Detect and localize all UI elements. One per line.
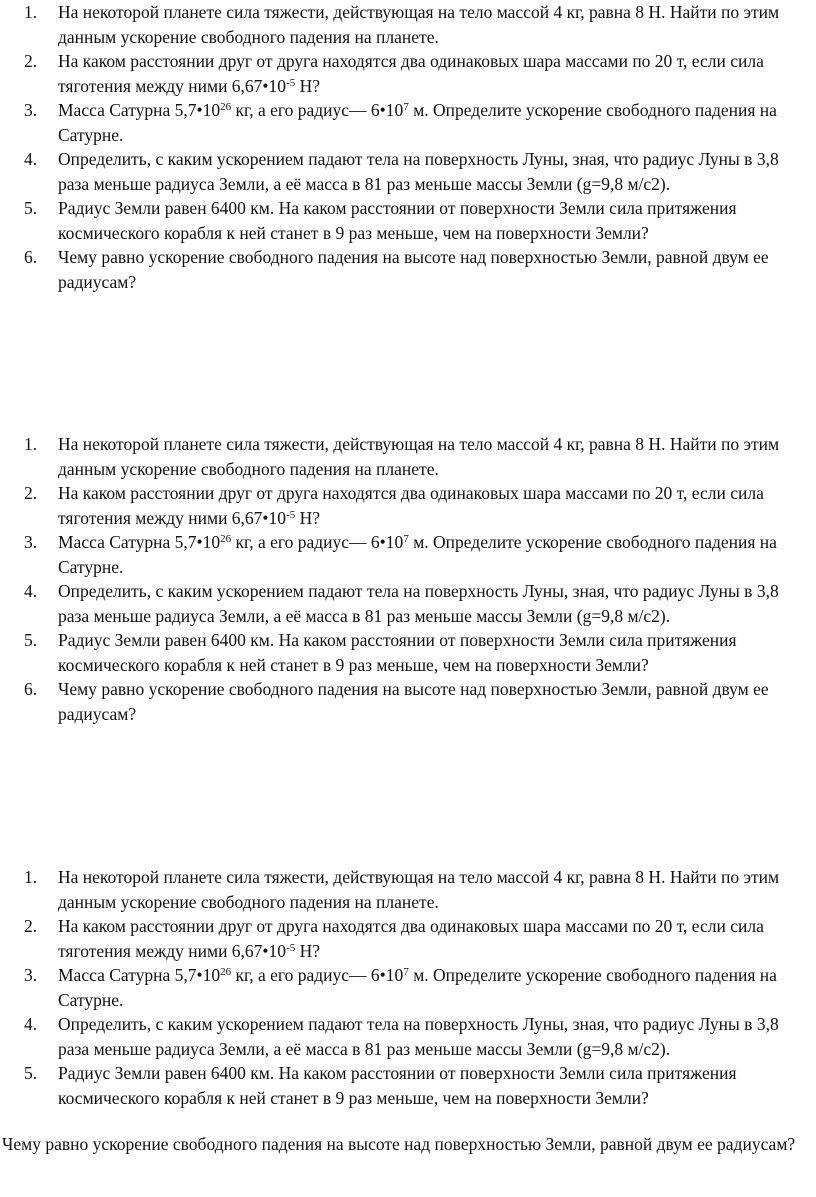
task-text: На каком расстоянии друг от друга находятся два одинаковых шара массами по 20 т, если сила тяготения между ними 6,67•10 [58, 916, 764, 961]
task-text-end: м. Определите ускорение свободного падения на Сатурне. [58, 532, 777, 577]
task-item [0, 865, 812, 914]
task-number: 3. [24, 965, 38, 985]
task-text: Определить, с каким ускорением падают тела на поверхность Луны, зная, что радиус Луны в 3,8 раза меньше радиуса Земли, а её масса в 81 раз меньше массы Земли (g=9,8 м/с2). [58, 581, 779, 626]
task-text: Радиус Земли равен 6400 км. На каком расстоянии от поверхности Земли сила притяжения космического корабля к ней станет в 9 раз меньше, чем на поверхности Земли? [58, 198, 737, 243]
task-text: На некоторой планете сила тяжести, действующая на тело массой 4 кг, равна 8 Н. Найти по этим данным ускорение свободного падения на планете. [58, 2, 780, 47]
task-number: 5. [24, 1063, 38, 1083]
task-text-middle: кг, а его радиус— 6•10 [231, 100, 404, 120]
task-number: 2. [24, 916, 38, 936]
exponent: 7 [403, 533, 409, 545]
task-item [0, 147, 812, 196]
task-number: 4. [24, 581, 38, 601]
task-item [0, 432, 812, 481]
task-number: 6. [24, 247, 38, 267]
task-text: На каком расстоянии друг от друга находятся два одинаковых шара массами по 20 т, если сила тяготения между ними 6,67•10 [58, 483, 764, 528]
task-item [0, 628, 812, 677]
exponent: 26 [220, 966, 232, 978]
task-text: На некоторой планете сила тяжести, действующая на тело массой 4 кг, равна 8 Н. Найти по этим данным ускорение свободного падения на планете. [58, 434, 780, 479]
task-number: 4. [24, 1014, 38, 1034]
task-item [0, 196, 812, 245]
exponent: 26 [220, 101, 232, 113]
task-item [0, 530, 812, 579]
task-item [0, 98, 812, 147]
task-number: 3. [24, 100, 38, 120]
task-text: Радиус Земли равен 6400 км. На каком расстоянии от поверхности Земли сила притяжения космического корабля к ней станет в 9 раз меньше, чем на поверхности Земли? [58, 1063, 737, 1108]
task-text-end: Н? [295, 507, 321, 528]
exponent: -5 [286, 508, 296, 521]
task-text: Радиус Земли равен 6400 км. На каком расстоянии от поверхности Земли сила притяжения космического корабля к ней станет в 9 раз меньше, чем на поверхности Земли? [58, 630, 737, 675]
task-number: 4. [24, 149, 38, 169]
task-text: Чему равно ускорение свободного падения на высоте над поверхностью Земли, равной двум ее радиусам? [58, 679, 769, 724]
task-list [0, 865, 812, 1110]
task-text: Чему равно ускорение свободного падения на высоте над поверхностью Земли, равной двум ее радиусам? [58, 247, 769, 292]
exponent: -5 [286, 76, 296, 89]
task-item [0, 677, 812, 726]
task-block-1 [0, 0, 812, 294]
task-text: Масса Сатурна 5,7•10 [58, 532, 221, 552]
task-text-end: Н? [295, 75, 321, 96]
task-item [0, 0, 812, 49]
task-list [0, 432, 812, 726]
task-text: На некоторой планете сила тяжести, действующая на тело массой 4 кг, равна 8 Н. Найти по этим данным ускорение свободного падения на планете. [58, 867, 780, 912]
final-question-paragraph: Чему равно ускорение свободного падения на высоте над поверхностью Земли, равной двум ее радиусам? [2, 1134, 796, 1154]
task-item [0, 1012, 812, 1061]
exponent: 7 [403, 966, 409, 978]
task-number: 6. [24, 679, 38, 699]
task-number: 1. [24, 434, 38, 454]
task-item [0, 481, 812, 530]
exponent: -5 [286, 941, 296, 954]
task-item [0, 579, 812, 628]
task-text-middle: кг, а его радиус— 6•10 [231, 532, 404, 552]
exponent: 26 [220, 533, 232, 545]
task-text: Определить, с каким ускорением падают тела на поверхность Луны, зная, что радиус Луны в 3,8 раза меньше радиуса Земли, а её масса в 81 раз меньше массы Земли (g=9,8 м/с2). [58, 149, 779, 194]
task-item [0, 49, 812, 98]
task-number: 5. [24, 198, 38, 218]
task-text-end: м. Определите ускорение свободного падения на Сатурне. [58, 100, 777, 145]
task-item [0, 963, 812, 1012]
task-text: На каком расстоянии друг от друга находятся два одинаковых шара массами по 20 т, если сила тяготения между ними 6,67•10 [58, 51, 764, 96]
task-item [0, 245, 812, 294]
task-text: Масса Сатурна 5,7•10 [58, 100, 221, 120]
task-text-middle: кг, а его радиус— 6•10 [231, 965, 404, 985]
task-block-3 [0, 865, 812, 1110]
task-number: 1. [24, 2, 38, 22]
task-text-end: м. Определите ускорение свободного падения на Сатурне. [58, 965, 777, 1010]
task-text-end: Н? [295, 940, 321, 961]
task-item [0, 914, 812, 963]
exponent: 7 [403, 101, 409, 113]
task-text: Определить, с каким ускорением падают тела на поверхность Луны, зная, что радиус Луны в 3,8 раза меньше радиуса Земли, а её масса в 81 раз меньше массы Земли (g=9,8 м/с2). [58, 1014, 779, 1059]
task-text: Масса Сатурна 5,7•10 [58, 965, 221, 985]
task-number: 2. [24, 51, 38, 71]
task-number: 5. [24, 630, 38, 650]
task-number: 3. [24, 532, 38, 552]
task-block-2 [0, 432, 812, 726]
task-number: 1. [24, 867, 38, 887]
task-item [0, 1061, 812, 1110]
task-number: 2. [24, 483, 38, 503]
task-list [0, 0, 812, 294]
